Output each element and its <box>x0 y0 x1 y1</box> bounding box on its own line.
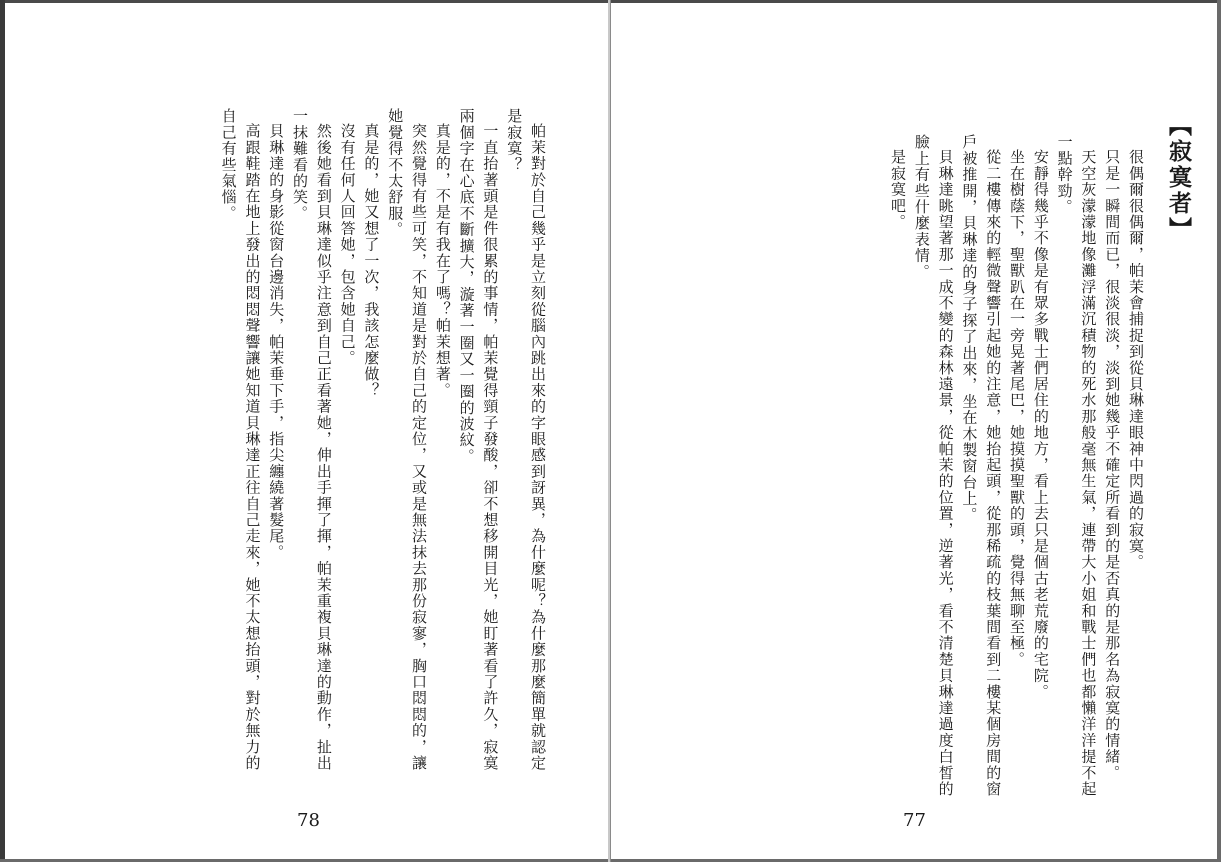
right-page-text <box>885 113 1193 797</box>
text-line: 一點幹勁。 <box>1055 134 1074 215</box>
left-page <box>5 0 608 862</box>
text-line: 天空灰濛濛地像灘浮滿沉積物的死水那般毫無生氣，連帶大小姐和戰士們也都懶洋洋提不起 <box>1079 149 1098 797</box>
left-page-text <box>216 108 549 771</box>
text-line: 帕茉對於自己幾乎是立刻從腦內跳出來的字眼感到訝異，為什麼呢？為什麼那麼簡單就認定 <box>529 123 547 771</box>
text-line: 坐在樹蔭下，聖獸趴在一旁晃著尾巴，她摸摸聖獸的頭，覺得無聊至極。 <box>1008 149 1027 668</box>
text-line: 貝琳達的身影從窗台邊消失，帕茉垂下手，指尖纏繞著髮尾。 <box>267 123 286 561</box>
text-line: 然後她看到貝琳達似乎注意到自己正看著她，伸出手揮了揮，帕茉重複貝琳達的動作，扯出 <box>314 123 333 771</box>
text-line: 真是的，不是有我在了嗎？帕茉想著。 <box>433 123 452 399</box>
chapter-title: 【寂寞者】 <box>1165 113 1192 243</box>
right-page <box>611 0 1217 862</box>
viewer-frame-right <box>1217 0 1221 862</box>
text-line: 只是一瞬間而已，很淡很淡，淡到她幾乎不確定所看到的是否真的是那名為寂寞的情緒。 <box>1103 149 1122 781</box>
page-number: 78 <box>297 810 320 831</box>
text-line: 真是的，她又想了一次，我該怎麼做？ <box>362 123 381 399</box>
text-line: 從二樓傳來的輕微聲響引起她的注意，她抬起頭，從那稀疏的枝葉間看到二樓某個房間的窗 <box>984 149 1003 797</box>
text-line: 自己有些氣惱。 <box>219 108 238 222</box>
text-line: 是寂寞吧。 <box>889 149 908 230</box>
page-number: 77 <box>903 810 926 831</box>
text-line: 沒有任何人回答她，包含她自己。 <box>338 123 357 366</box>
text-line: 貝琳達眺望著那一成不變的森林遠景，從帕茉的位置，逆著光，看不清楚貝琳達過度白皙的 <box>936 149 955 797</box>
text-line: 安靜得幾乎不像是有眾多戰士們居住的地方，看上去只是個古老荒廢的宅院。 <box>1031 149 1050 700</box>
text-line: 她覺得不太舒服。 <box>386 108 405 238</box>
text-line: 一抹難看的笑。 <box>291 108 310 222</box>
text-line: 是寂寞？ <box>505 108 524 173</box>
text-line: 兩個字在心底不斷擴大，漩著一圈又一圈的波紋。 <box>457 108 476 465</box>
text-line: 戶被推開，貝琳達的身子探了出來，坐在木製窗台上。 <box>960 134 979 523</box>
text-line: 很偶爾很偶爾，帕茉會捕捉到從貝琳達眼神中閃過的寂寞。 <box>1127 149 1145 571</box>
text-line: 突然覺得有些可笑，不知道是對於自己的定位，又或是無法抹去那份寂寥，胸口悶悶的，讓 <box>410 123 429 771</box>
text-line: 臉上有些什麼表情。 <box>912 134 931 280</box>
text-line: 高跟鞋踏在地上發出的悶悶聲響讓她知道貝琳達正往自己走來，她不太想抬頭，對於無力的 <box>243 123 262 771</box>
text-line: 一直抬著頭是件很累的事情，帕茉覺得頸子發酸，卻不想移開目光，她盯著看了許久，寂寞 <box>481 123 500 771</box>
